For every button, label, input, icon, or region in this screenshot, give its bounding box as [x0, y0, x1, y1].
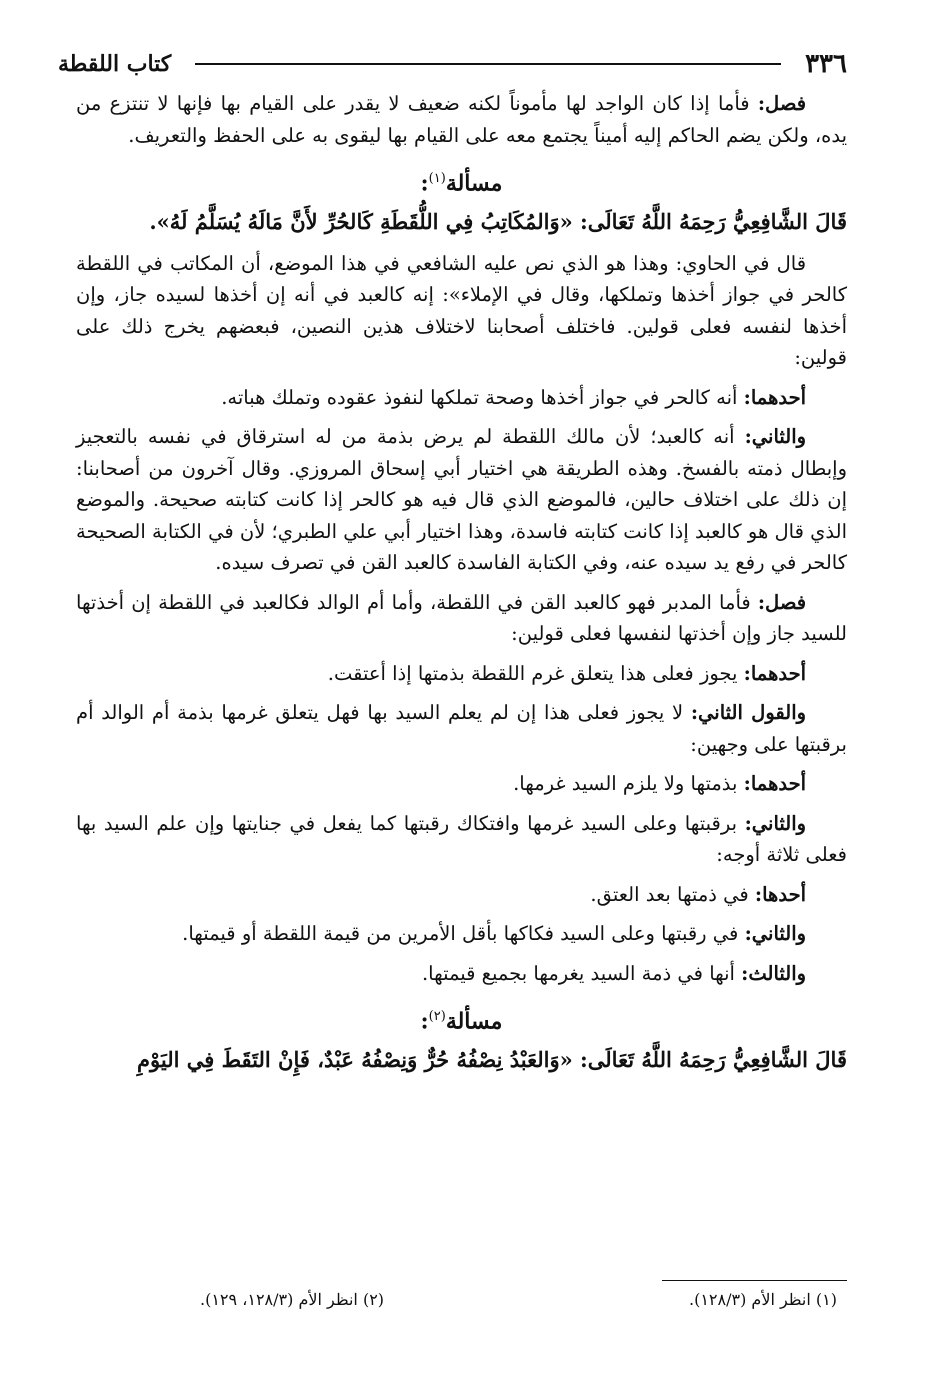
paragraph-first-view: [76, 382, 847, 414]
heading-suffix: :: [420, 1008, 429, 1035]
paragraph-second-view: [76, 421, 847, 579]
heading-text: مسألة: [445, 1008, 503, 1035]
footnote-2: (٢) انظر الأم (١٢٨/٣، ١٢٩).: [200, 1290, 385, 1309]
paragraph-aspect-1: [76, 768, 847, 800]
paragraph-lead: أحدها:: [754, 882, 807, 906]
footnote-ref: (٢): [428, 1009, 446, 1025]
paragraph-lead: والقول الثاني:: [690, 701, 807, 725]
paragraph-way-2: [76, 918, 847, 950]
paragraph-lead: والثالث:: [741, 961, 807, 985]
paragraph-way-1: [76, 879, 847, 911]
footnote-ref: (١): [428, 171, 446, 186]
paragraph-text: في رقبتها وعلى السيد فكاكها بأقل الأمرين من قيمة اللقطة أو قيمتها.: [182, 922, 745, 946]
heading-text: مسألة: [445, 170, 503, 197]
paragraph-lead: والثاني:: [744, 922, 807, 946]
paragraph-text: برقبتها وعلى السيد غرمها وافتكاك رقبتها كما يفعل في جنايتها وإن علم السيد بها فعلى ثلاثة أوجه:: [76, 811, 847, 867]
paragraph-text: بذمتها ولا يلزم السيد غرمها.: [513, 772, 744, 796]
paragraph-text: أنه كالحر في جواز أخذها وصحة تملكها لنفوذ عقوده وتملك هباته.: [221, 385, 744, 409]
footnote-rule: [662, 1280, 847, 1281]
paragraph-text: في ذمتها بعد العتق.: [590, 882, 755, 906]
paragraph-lead: والثاني:: [744, 811, 807, 835]
heading-suffix: :: [420, 170, 429, 197]
paragraph-option-2: [76, 697, 847, 760]
footnote-1: (١) انظر الأم (١٢٨/٣).: [688, 1290, 837, 1309]
page-body: [76, 88, 847, 1086]
footnotes: [200, 1290, 837, 1309]
page-header: [58, 44, 847, 84]
paragraph-lead: أحدهما:: [743, 385, 807, 409]
paragraph-lead: أحدهما:: [743, 772, 807, 796]
paragraph-lead: فصل:: [757, 92, 807, 115]
shafii-quote-2: قَالَ الشَّافِعِيُّ رَحِمَهُ اللَّهُ تَعَالَى: «وَالعَبْدُ نِصْفُهُ حُرٌّ وَنِصْفُهُ عَبْدٌ، فَإِنْ التَقَطَ فِي اليَوْمِ: [137, 1047, 847, 1073]
shafii-quote-1: قَالَ الشَّافِعِيُّ رَحِمَهُ اللَّهُ تَعَالَى: «وَالمُكَاتِبُ فِي اللُّقَطَةِ كَالحُرِّ لأَنَّ مَالَهُ يُسَلَّمُ لَهُ».: [149, 208, 847, 234]
paragraph-text: فأما إذا كان الواجد لها مأموناً لكنه ضعيف لا يقدر على القيام بها فإنها لا تنتزع من يده، ولكن يضم الحاكم إليه أميناً يجتمع معه على القيام بها ليقوى به على الحفظ والتعريف.: [76, 92, 847, 147]
paragraph-lead: فصل:: [757, 590, 807, 614]
paragraph-lead: أحدهما:: [743, 661, 807, 685]
paragraph-aspect-2: [76, 808, 847, 871]
paragraph-text: أنها في ذمة السيد يغرمها بجميع قيمتها.: [421, 961, 742, 985]
page-number: ٣٣٦: [805, 49, 847, 79]
paragraph-text: أنه كالعبد؛ لأن مالك اللقطة لم يرض بذمة من له استرقاق في نفسه بالتعجيز وإبطال ذمته بالفسخ. وهذه الطريقة هي اختيار أبي إسحاق المروزي. وقال آخرون من أصحابنا: إن ذلك على اختلاف حالين، فالموضع الذي قال فيه هو كالحر إذا كانت كتابته صحيحة. والموضع الذي قال هو كالعبد إذا كانت كتابته فاسدة، وهذا اختيار أبي علي الطبري؛ لأن في الكتابة الصحيحة كالحر في رفع يد سيده عنه، وفي الكتابة الفاسدة كالعبد القن في تصرف سيده.: [76, 425, 847, 575]
paragraph-text: لا يجوز فعلى هذا إن لم يعلم السيد بها فهل يتعلق غرمها بذمة أم الوالد أم برقبتها على وجهين:: [76, 701, 847, 756]
paragraph-text: يجوز فعلى هذا يتعلق غرم اللقطة بذمتها إذا أعتقت.: [327, 661, 744, 685]
book-title: كتاب اللقطة: [58, 51, 172, 77]
paragraph-way-3: [76, 958, 847, 990]
paragraph-mudabbar: [76, 587, 847, 650]
paragraph-intro: [76, 88, 847, 151]
header-rule: [195, 63, 781, 65]
paragraph-hawi: قال في الحاوي: وهذا هو الذي نص عليه الشافعي في هذا الموضع، أن المكاتب في اللقطة كالحر في جواز أخذها وتملكها، وقال في الإملاء»: إنه كالعبد في أنه إن أخذها لسيده جاز، وإن أخذها لنفسه فعلى قولين. فاختلف أصحابنا لاختلاف هذين النصين، فبعضهم يخرج ذلك على قولين:: [76, 251, 847, 370]
paragraph-lead: والثاني:: [744, 425, 807, 449]
section-heading-1: [76, 163, 847, 200]
section-heading-2: [76, 1001, 847, 1038]
paragraph-text: فأما المدبر فهو كالعبد القن في اللقطة، وأما أم الوالد فكالعبد في اللقطة إن أخذتها للسيد جاز وإن أخذتها لنفسها فعلى قولين:: [76, 590, 847, 646]
paragraph-option-1: [76, 658, 847, 690]
